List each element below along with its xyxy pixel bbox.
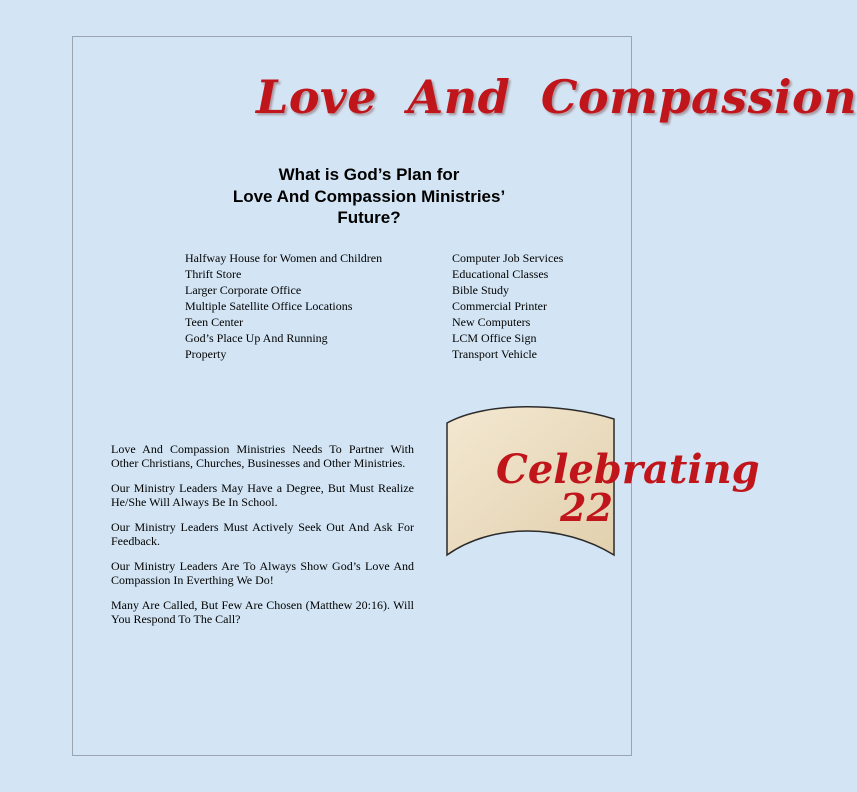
banner-title: Love And Compassion (256, 70, 857, 124)
list-item: Larger Corporate Office (185, 283, 302, 297)
page-frame (72, 36, 632, 756)
list-item: Commercial Printer (452, 299, 547, 313)
list-item: Multiple Satellite Office Locations (185, 299, 353, 313)
ministry-statements (111, 443, 414, 638)
heading-line-2: Love And Compassion Ministries’ (232, 186, 506, 206)
list-item: God’s Place Up And Running (185, 331, 328, 345)
list-item: Halfway House for Women and Children (185, 251, 383, 265)
celebrating-word: Celebrating (496, 446, 760, 493)
list-item: Transport Vehicle (452, 347, 537, 361)
list-item: Computer Job Services (452, 251, 564, 265)
list-item: LCM Office Sign (452, 331, 537, 345)
celebrating-number: 22 (560, 485, 613, 530)
statement-paragraph: Our Ministry Leaders Are To Always Show God’s Love And Compassion In Everthing We Do! (111, 559, 414, 587)
page-heading (210, 164, 528, 229)
plan-list-right (452, 250, 612, 362)
plan-list-left (185, 250, 415, 362)
list-item: Teen Center (185, 315, 244, 329)
list-item: Property (185, 347, 227, 361)
list-item: New Computers (452, 315, 531, 329)
celebrating-banner (442, 405, 760, 560)
statement-paragraph: Our Ministry Leaders May Have a Degree, But Must Realize He/She Will Always Be In School. (111, 481, 414, 509)
heading-line-3: Future? (337, 208, 401, 227)
list-item: Educational Classes (452, 267, 549, 281)
statement-paragraph: Our Ministry Leaders Must Actively Seek Out And Ask For Feedback. (111, 520, 414, 548)
list-item: Thrift Store (185, 267, 242, 281)
statement-paragraph: Love And Compassion Ministries Needs To Partner With Other Christians, Churches, Businesses and Other Ministries. (111, 442, 414, 470)
heading-line-1: What is God’s Plan for (278, 165, 460, 184)
list-item: Bible Study (452, 283, 510, 297)
statement-paragraph: Many Are Called, But Few Are Chosen (Matthew 20:16). Will You Respond To The Call? (111, 598, 414, 626)
